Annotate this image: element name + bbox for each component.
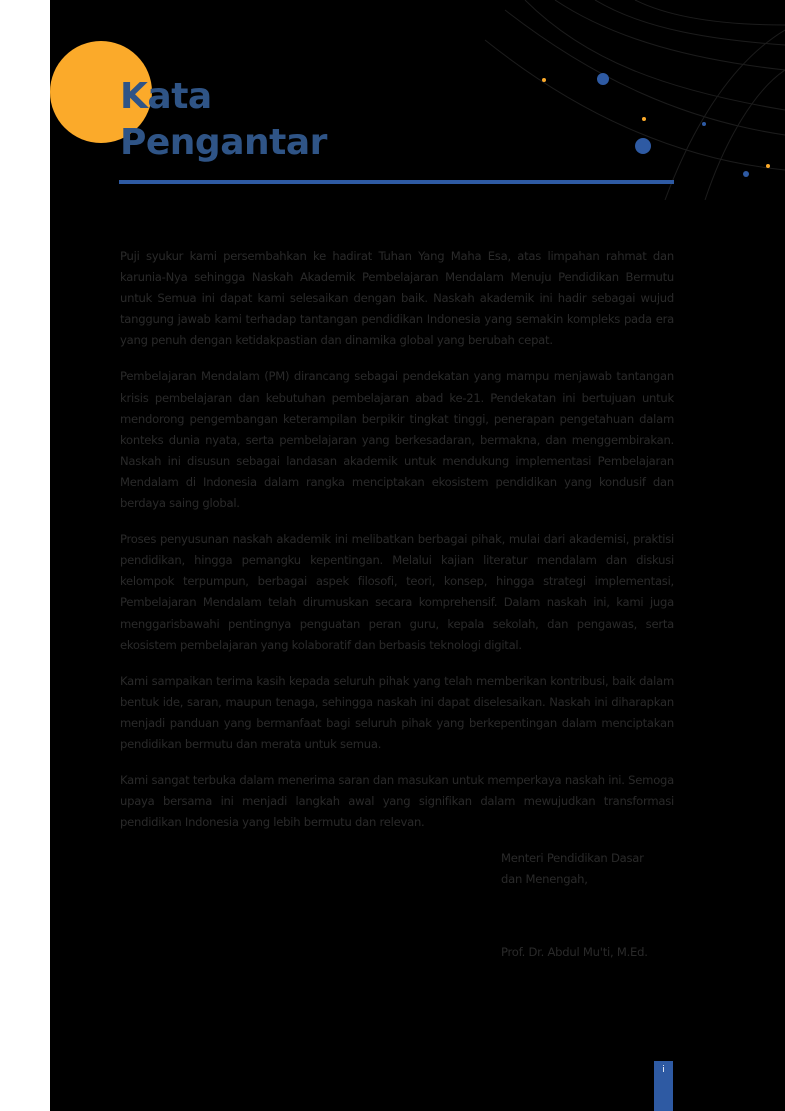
title-divider (119, 180, 674, 184)
signature-role-line-2: dan Menengah, (501, 872, 588, 887)
paragraph: Pembelajaran Mendalam (PM) dirancang sebagai pendekatan yang mampu menjawab tantangan krisis pembelajaran dan kebutuhan pembelajaran abad ke-21. Pendekatan ini bertujuan untuk mendorong pengembangan keterampilan berpikir tingkat tinggi, penerapan pengetahuan dalam konteks dunia nyata, serta pembelajaran yang berkesadaran, bermakna, dan menggembirakan. Naskah ini disusun sebagai landasan akademik untuk mendukung implementasi Pembelajaran Mendalam di Indonesia dalam rangka menciptakan ekosistem pendidikan yang kondusif dan berdaya saing global. (120, 369, 674, 511)
paragraph: Kami sampaikan terima kasih kepada seluruh pihak yang telah memberikan kontribusi, baik dalam bentuk ide, saran, maupun tenaga, sehingga naskah ini dapat diselesaikan. Naskah ini diharapkan menjadi panduan yang bermanfaat bagi seluruh pihak yang berkepentingan dalam menciptakan pendidikan bermutu dan merata untuk semua. (120, 673, 674, 751)
decorative-dot (766, 164, 770, 168)
decorative-dot (743, 171, 749, 177)
decorative-dot (542, 78, 546, 82)
decorative-dot (642, 117, 646, 121)
decorative-dot (702, 122, 706, 126)
signature-name: Prof. Dr. Abdul Mu'ti, M.Ed. (501, 945, 648, 959)
decorative-network-graphic (465, 0, 785, 200)
page-number-tab (654, 1061, 673, 1111)
signature-role (501, 848, 681, 890)
page-left-margin (0, 0, 50, 1111)
page-title (120, 74, 327, 166)
page-title-line-1: Kata (120, 76, 212, 117)
page-title-line-2: Pengantar (120, 122, 327, 163)
page-number: i (662, 1065, 665, 1075)
foreword-body (120, 246, 674, 848)
paragraph: Proses penyusunan naskah akademik ini melibatkan berbagai pihak, mulai dari akademisi, praktisi pendidikan, hingga pemangku kepentingan. Melalui kajian literatur mendalam dan diskusi kelompok terpumpun, berbagai aspek filosofi, teori, konsep, hingga strategi implementasi, Pembelajaran Mendalam telah dirumuskan secara komprehensif. Dalam naskah ini, kami juga menggarisbawahi pentingnya penguatan peran guru, kepala sekolah, dan pengawas, serta ekosistem pembelajaran yang kolaboratif dan berbasis teknologi digital. (120, 532, 674, 652)
paragraph: Puji syukur kami persembahkan ke hadirat Tuhan Yang Maha Esa, atas limpahan rahmat dan karunia-Nya sehingga Naskah Akademik Pembelajaran Mendalam Menuju Pendidikan Bermutu untuk Semua ini dapat kami selesaikan dengan baik. Naskah akademik ini hadir sebagai wujud tanggung jawab kami terhadap tantangan pendidikan Indonesia yang semakin kompleks pada era yang penuh dengan ketidakpastian dan dinamika global yang berubah cepat. (120, 249, 674, 348)
decorative-dot (635, 138, 651, 154)
decorative-dot (597, 73, 609, 85)
signature-role-line-1: Menteri Pendidikan Dasar (501, 851, 644, 865)
document-page (50, 0, 785, 1111)
paragraph: Kami sangat terbuka dalam menerima saran dan masukan untuk memperkaya naskah ini. Semoga upaya bersama ini menjadi langkah awal yang signifikan dalam mewujudkan transformasi pendidikan Indonesia yang lebih bermutu dan relevan. (120, 773, 674, 830)
